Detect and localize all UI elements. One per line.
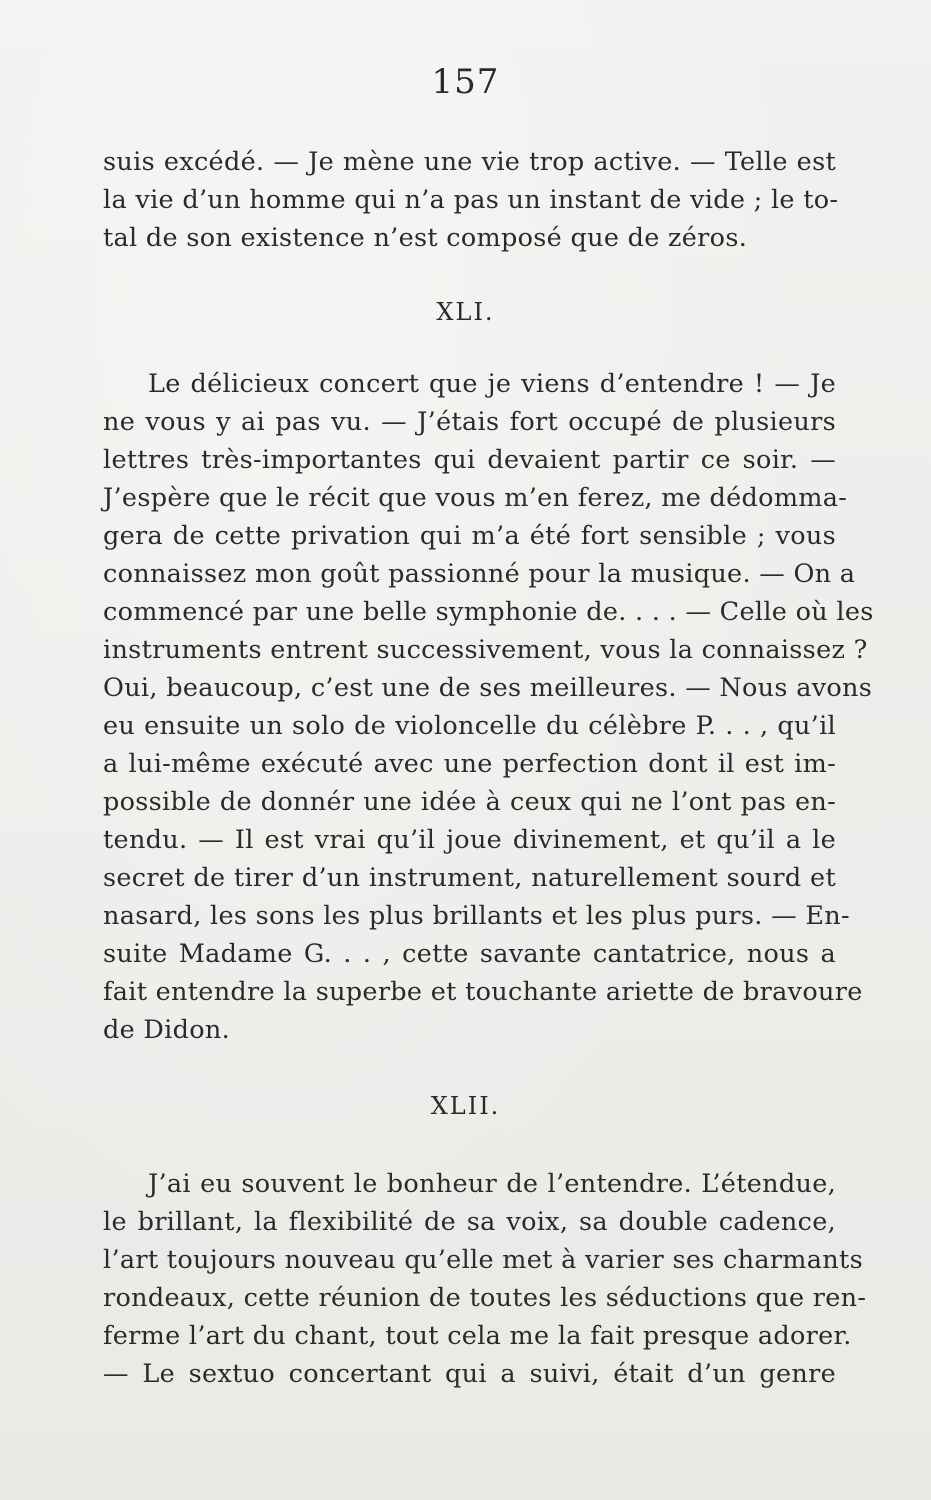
text-line: J’ai eu souvent le bonheur de l’entendre. L’étendue, [148, 1169, 836, 1199]
text-line: eu ensuite un solo de violoncelle du célèbre P. . . , qu’il [103, 711, 836, 741]
text-line: suis excédé. — Je mène une vie trop active. — Telle est [103, 147, 836, 177]
text-line: commencé par une belle symphonie de. . . . — Celle où les [103, 597, 874, 627]
text-line: Oui, beaucoup, c’est une de ses meilleures. — Nous avons [103, 673, 873, 703]
text-line: secret de tirer d’un instrument, naturellement sourd et [103, 863, 836, 893]
text-line: rondeaux, cette réunion de toutes les séductions que ren- [103, 1283, 867, 1313]
text-line: nasard, les sons les plus brillants et les plus purs. — En- [103, 901, 850, 931]
text-line: lettres très-importantes qui devaient partir ce soir. — [103, 445, 836, 475]
text-line: instruments entrent successivement, vous la connaissez ? [103, 635, 868, 665]
text-line: le brillant, la flexibilité de sa voix, sa double cadence, [103, 1207, 836, 1237]
text-line: connaissez mon goût passionné pour la musique. — On a [103, 559, 856, 589]
text-line: la vie d’un homme qui n’a pas un instant de vide ; le to- [103, 185, 839, 215]
page-number: 157 [431, 62, 500, 102]
text-line: tendu. — Il est vrai qu’il joue divinement, et qu’il a le [103, 825, 836, 855]
text-line: tal de son existence n’est composé que de zéros. [103, 223, 748, 253]
text-line: a lui-même exécuté avec une perfection dont il est im- [103, 749, 836, 779]
text-line: ne vous y ai pas vu. — J’étais fort occupé de plusieurs [103, 407, 836, 437]
text-line: J’espère que le récit que vous m’en ferez, me dédomma- [103, 483, 848, 513]
text-line: l’art toujours nouveau qu’elle met à varier ses charmants [103, 1245, 863, 1275]
text-line: gera de cette privation qui m’a été fort sensible ; vous [103, 521, 836, 551]
section-heading-xlii: XLII. [430, 1092, 501, 1120]
text-line: — Le sextuo concertant qui a suivi, était d’un genre [103, 1359, 836, 1389]
text-line: de Didon. [103, 1015, 231, 1045]
text-line: Le délicieux concert que je viens d’entendre ! — Je [148, 369, 836, 399]
text-line: fait entendre la superbe et touchante ariette de bravoure [103, 977, 863, 1007]
section-heading-xli: XLI. [436, 298, 495, 326]
text-line: ferme l’art du chant, tout cela me la fait presque adorer. [103, 1321, 852, 1351]
text-line: possible de donnér une idée à ceux qui ne l’ont pas en- [103, 787, 836, 817]
text-line: suite Madame G. . . , cette savante cantatrice, nous a [103, 939, 836, 969]
